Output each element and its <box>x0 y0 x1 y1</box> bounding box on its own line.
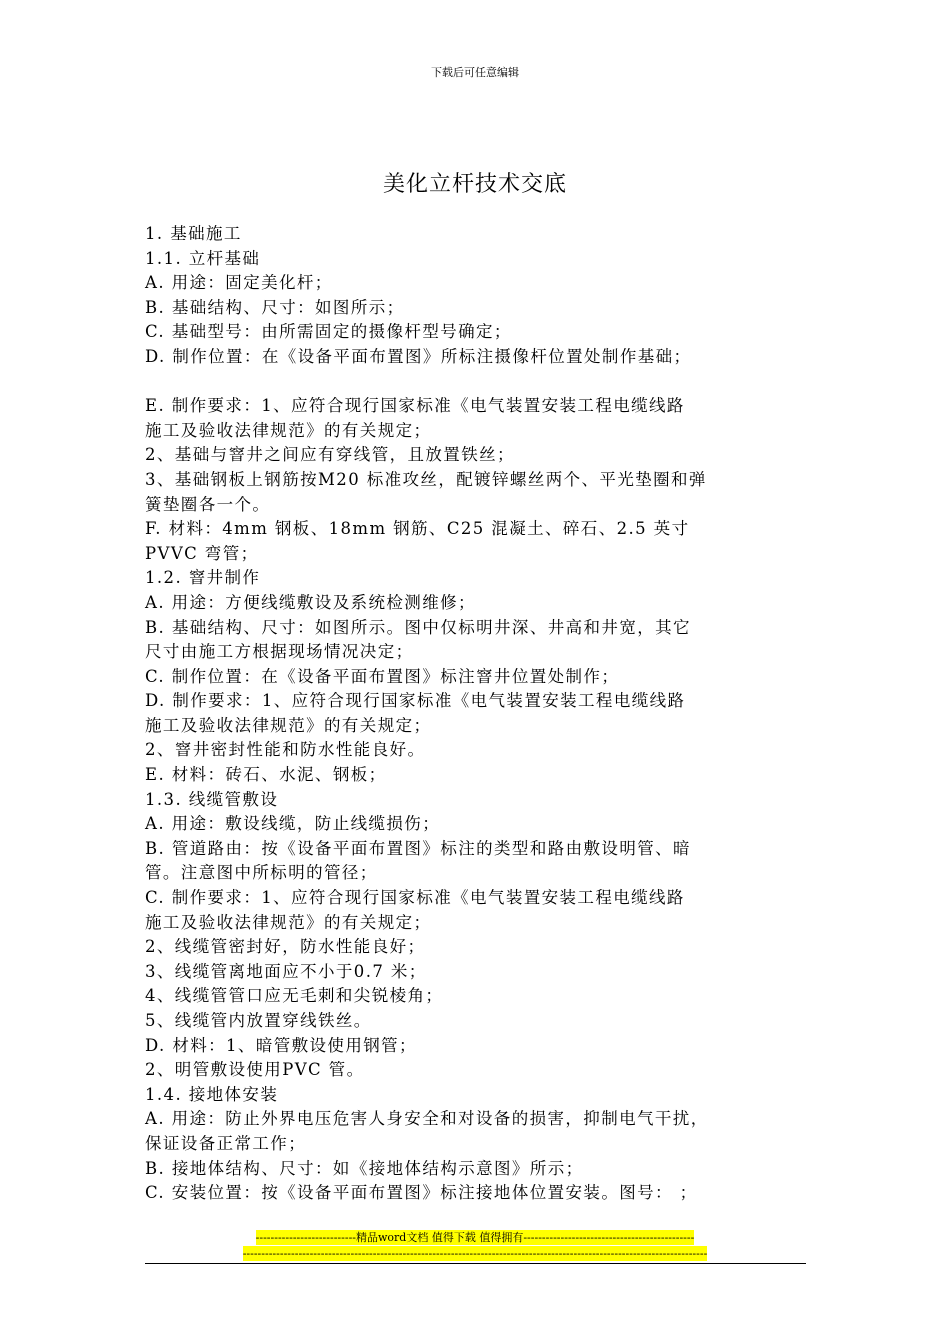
body-line: 施工及验收法律规范》的有关规定； <box>145 912 432 932</box>
body-line: 1.3. 线缆管敷设 <box>145 789 279 809</box>
body-line: 簧垫圈各一个。 <box>145 494 271 514</box>
body-line: C. 安装位置：按《设备平面布置图》标注接地体位置安装。图号： ； <box>145 1183 698 1203</box>
body-line: A. 用途：方便线缆敷设及系统检测维修； <box>145 592 476 612</box>
body-line: C. 制作位置：在《设备平面布置图》标注窨井位置处制作； <box>145 666 620 686</box>
document-body <box>145 222 810 1206</box>
body-line: 4、线缆管管口应无毛刺和尖锐棱角； <box>145 986 444 1006</box>
body-line: 尺寸由施工方根据现场情况决定； <box>145 642 414 662</box>
body-line: PVVC 弯管； <box>145 543 259 563</box>
body-line: 管。注意图中所标明的管径； <box>145 863 378 883</box>
body-line: 施工及验收法律规范》的有关规定； <box>145 715 432 735</box>
body-line: D. 材料：1、暗管敷设使用钢管； <box>145 1035 417 1055</box>
body-line: A. 用途：防止外界电压危害人身安全和对设备的损害，抑制电气干扰， <box>145 1109 709 1129</box>
blank-line <box>145 370 810 395</box>
body-line: 1.2. 窨井制作 <box>145 568 261 588</box>
body-line: 3、基础钢板上钢筋按M20 标准攻丝，配镀锌螺丝两个、平光垫圈和弹 <box>145 469 707 489</box>
body-line: 1.4. 接地体安装 <box>145 1084 279 1104</box>
body-line: E. 材料：砖石、水泥、钢板； <box>145 765 387 785</box>
body-line: A. 用途：固定美化杆； <box>145 273 333 293</box>
body-line: 5、线缆管内放置穿线铁丝。 <box>145 1011 372 1030</box>
body-line: C. 基础型号：由所需固定的摄像杆型号确定； <box>145 322 512 342</box>
body-line: 2、明管敷设使用PVC 管。 <box>145 1060 365 1080</box>
footer-divider <box>145 1263 806 1264</box>
body-line: 1.1. 立杆基础 <box>145 248 261 268</box>
body-line: F. 材料：4mm 钢板、18mm 钢筋、C25 混凝土、碎石、2.5 英寸 <box>145 519 690 539</box>
body-line: B. 基础结构、尺寸：如图所示； <box>145 297 405 317</box>
body-line: D. 制作位置：在《设备平面布置图》所标注摄像杆位置处制作基础； <box>145 346 692 366</box>
body-line: D. 制作要求：1、应符合现行国家标准《电气装置安装工程电缆线路 <box>145 691 686 711</box>
body-line: 2、线缆管密封好，防水性能良好； <box>145 937 426 957</box>
body-line: 保证设备正常工作； <box>145 1133 307 1153</box>
footer-banner-dashes: ----------------------------------------------------------------------------------------------------------------------------- <box>242 1247 708 1260</box>
body-line: 2、基础与窨井之间应有穿线管，且放置铁丝； <box>145 445 515 465</box>
footer-banner-bottom <box>0 1246 950 1261</box>
body-line: A. 用途：敷设线缆，防止线缆损伤； <box>145 814 441 834</box>
body-line: 施工及验收法律规范》的有关规定； <box>145 420 432 440</box>
footer-banner-top <box>0 1230 950 1245</box>
document-title: 美化立杆技术交底 <box>382 172 567 197</box>
body-line: B. 基础结构、尺寸：如图所示。图中仅标明井深、井高和井宽，其它 <box>145 617 691 637</box>
body-line: C. 制作要求：1、应符合现行国家标准《电气装置安装工程电缆线路 <box>145 888 685 908</box>
footer-banner-text: ---------------------------精品word文档 值得下载 值得拥有---------------------------------------------- <box>255 1231 695 1244</box>
body-line: B. 接地体结构、尺寸：如《接地体结构示意图》所示； <box>145 1158 584 1178</box>
header-note: 下载后可任意编辑 <box>431 66 519 79</box>
body-line: B. 管道路由：按《设备平面布置图》标注的类型和路由敷设明管、暗 <box>145 838 691 858</box>
body-line: E. 制作要求：1、应符合现行国家标准《电气装置安装工程电缆线路 <box>145 396 685 416</box>
body-line: 3、线缆管离地面应不小于0.7 米； <box>145 961 427 981</box>
body-line: 1. 基础施工 <box>145 224 242 243</box>
body-line: 2、窨井密封性能和防水性能良好。 <box>145 740 426 760</box>
